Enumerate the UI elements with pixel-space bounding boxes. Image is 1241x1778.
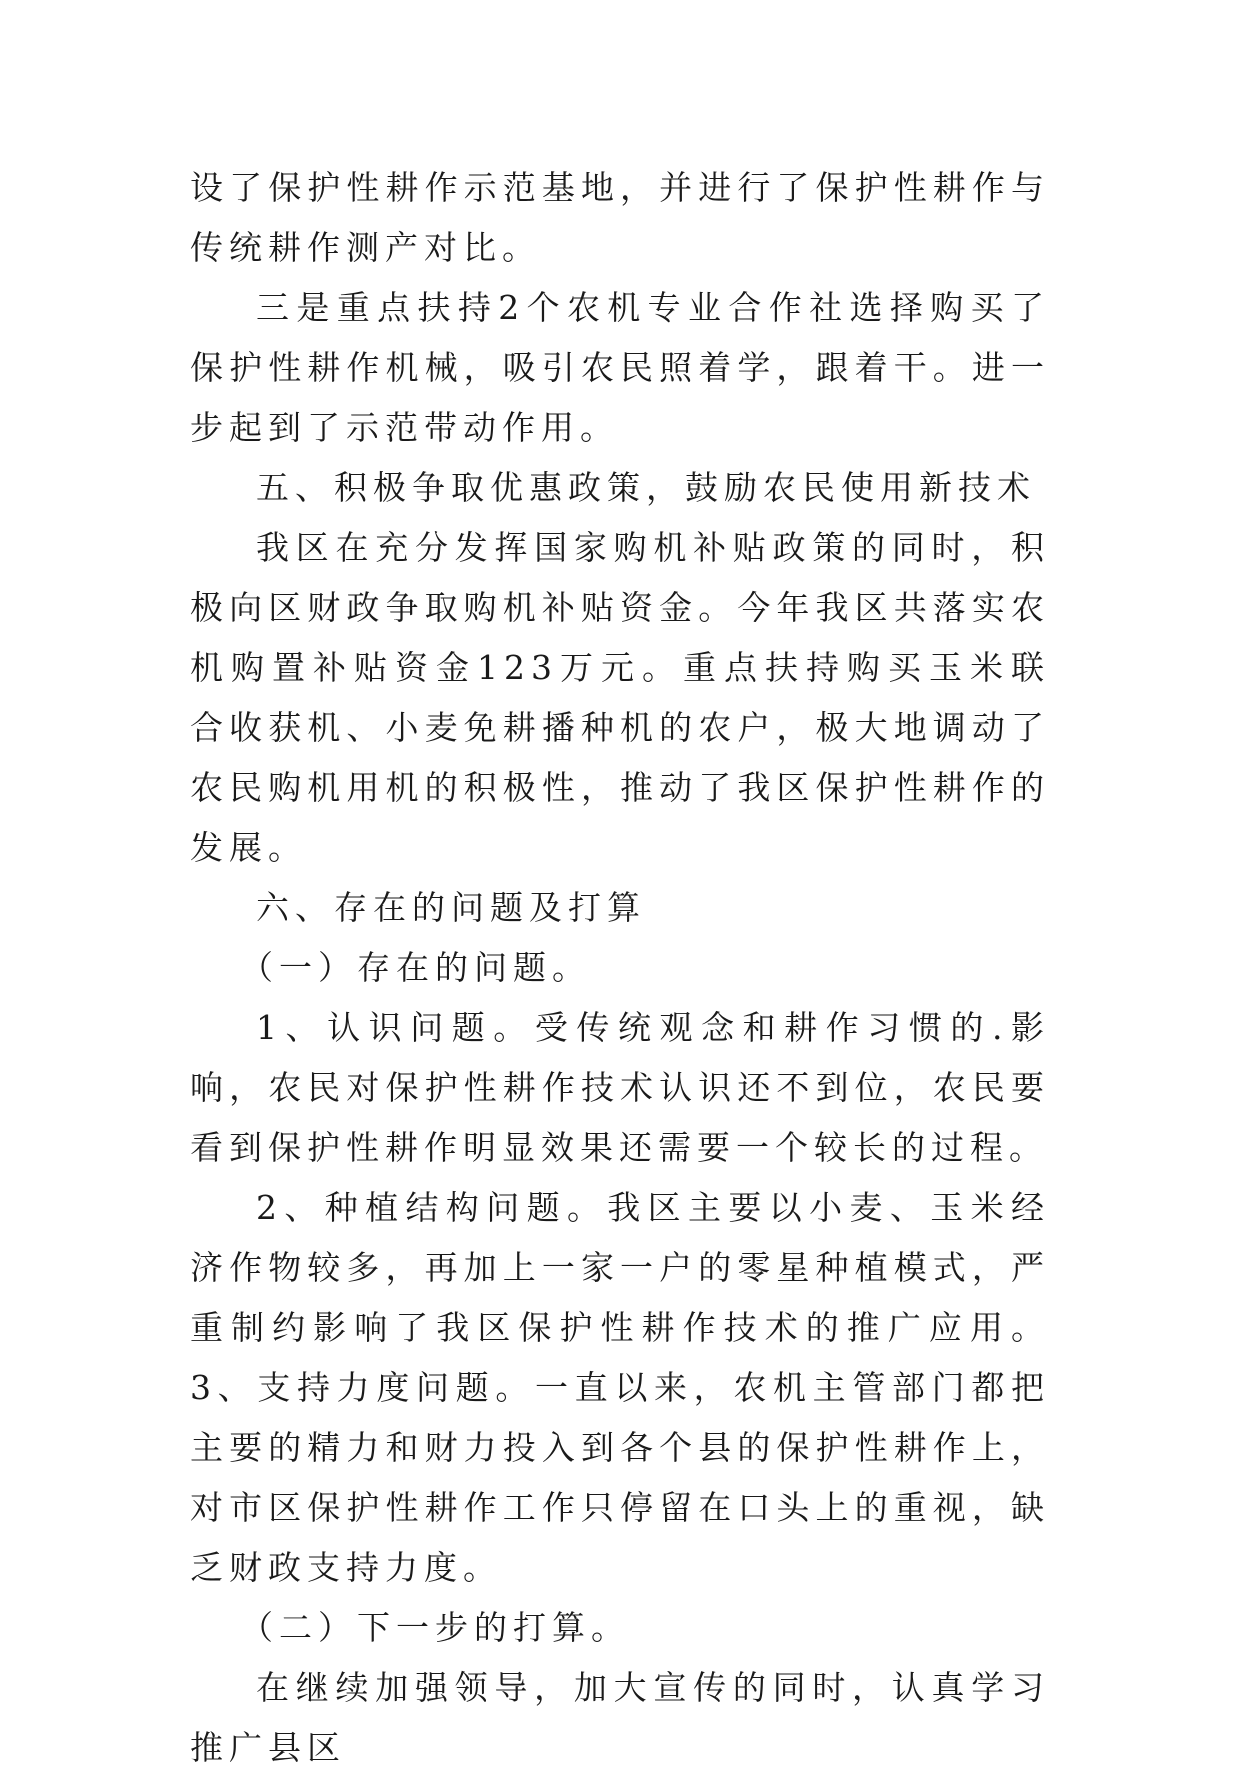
paragraph: 设了保护性耕作示范基地，并进行了保护性耕作与传统耕作测产对比。: [190, 168, 1050, 267]
paragraph: 在继续加强领导，加大宣传的同时，认真学习推广县区: [190, 1668, 1050, 1767]
subsection-heading: （一）存在的问题。: [240, 948, 591, 987]
paragraph: 1、认识问题。受传统观念和耕作习惯的.影响，农民对保护性耕作技术认识还不到位，农民要看到保护性耕作明显效果还需要一个较长的过程。: [190, 1008, 1050, 1167]
subsection-heading: （二）下一步的打算。: [240, 1608, 630, 1647]
section-heading: 五、积极争取优惠政策，鼓励农民使用新技术: [256, 468, 1036, 507]
document-body: [190, 158, 1050, 1778]
section-heading: 六、存在的问题及打算: [256, 888, 646, 927]
paragraph: 2、种植结构问题。我区主要以小麦、玉米经济作物较多，再加上一家一户的零星种植模式，严重制约影响了我区保护性耕作技术的推广应用。3、支持力度问题。一直以来，农机主管部门都把主要的精力和财力投入到各个县的保护性耕作上，对市区保护性耕作工作只停留在口头上的重视，缺乏财政支持力度。: [190, 1188, 1050, 1587]
paragraph: 我区在充分发挥国家购机补贴政策的同时，积极向区财政争取购机补贴资金。今年我区共落实农机购置补贴资金123万元。重点扶持购买玉米联合收获机、小麦免耕播种机的农户，极大地调动了农民购机用机的积极性，推动了我区保护性耕作的发展。: [190, 528, 1050, 867]
paragraph: 三是重点扶持2个农机专业合作社选择购买了保护性耕作机械，吸引农民照着学，跟着干。进一步起到了示范带动作用。: [190, 288, 1050, 447]
